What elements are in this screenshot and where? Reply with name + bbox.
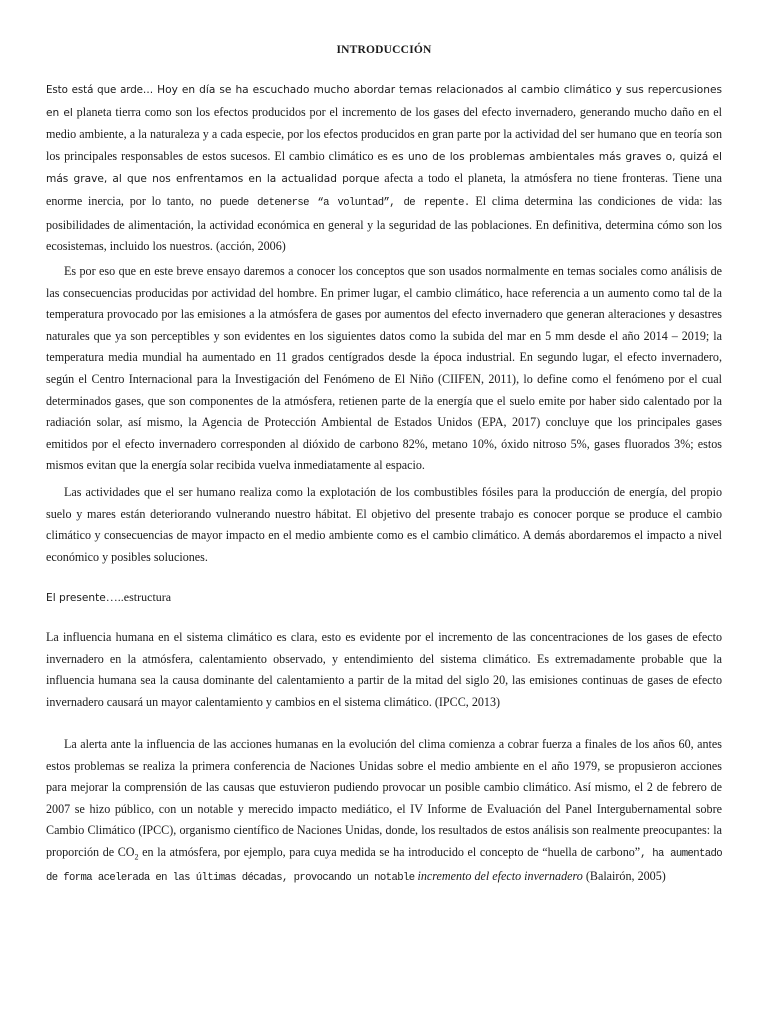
page-title: INTRODUCCIÓN <box>336 44 432 56</box>
alert-mono-text: , ha aumentado de forma acelerada en las últimas décadas, provocando un notable <box>46 847 722 884</box>
intro-text: planeta tierra como son los efectos producidos por el incremento de los gases del efecto invernadero, generando mucho daño en el medio ambiente, a la naturaleza y a cada especie, por los efectos producidos en gran parte por la actividad del ser humano que en teoría son los principales responsables de estos sucesos. El cambio climático es <box>46 104 723 163</box>
intro-sans-text: Hoy en día se ha escuchado mucho abordar temas relacionados al cambio climático y sus repercusiones en el <box>46 84 722 119</box>
paragraph-alert <box>46 734 722 889</box>
intro-text-end: El clima determina las condiciones de vida: las posibilidades de alimentación, la actividad económica en general y la seguridad de las poblaciones. En definitiva, determina cómo son los ecosistemas, incluido los nuestros. (acción, 2006) <box>46 193 722 254</box>
intro-text-cont: afecta a todo el planeta, la atmósfera no tiene fronteras. Tiene una enorme inercia, por lo tanto, <box>46 171 722 208</box>
paragraph-activities: Las actividades que el ser humano realiza como la explotación de los combustibles fósiles para la producción de energía, del propio suelo y mares están deteriorando vulnerando nuestro hábitat. El objetivo del presente trabajo es conocer porque se produce el cambio climático y consecuencias de mayor impacto en el medio ambiente como es el cambio climático. A demás abordaremos el impacto a nivel económico y posibles soluciones. <box>46 485 722 564</box>
paragraph-concepts: Es por eso que en este breve ensayo daremos a conocer los conceptos que son usados normalmente en temas sociales como análisis de las consecuencias producidas por actividad del hombre. En primer lugar, el cambio climático, hace referencia a un aumento como tal de la temperatura provocado por las emisiones a la atmósfera de gases por aumentos del efecto invernadero que generan alteraciones y desastres naturales que ya son perceptibles y son evidentes en los siguientes datos como la subida del mar en 5 mm desde el año 2014 – 2019; la temperatura media mundial ha aumentado en 11 grados centígrados desde la época industrial. En segundo lugar, el efecto invernadero, según el Centro Internacional para la Investigación del Fenómeno de El Niño (CIIFEN, 2011), lo define como el fenómeno por el cual determinados gases, que son componentes de la atmósfera, retienen parte de la energía que el suelo emite por haber sido calentado por la radiación solar, así mismo, la Agencia de Protección Ambiental de Estados Unidos (EPA, 2017) concluye que los principales gases emitidos por el efecto invernadero corresponden al dióxido de carbono 82%, metano 10%, óxido nitroso 5%, gases fluorados 3%; estos mismos evitan que la energía solar recibida vuelva inmediatamente al espacio. <box>46 264 722 473</box>
alert-text: La alerta ante la influencia de las acciones humanas en la evolución del clima comienza a cobrar fuerza a finales de los años 60, antes estos problemas se realiza la primera conferencia de Naciones Unidas sobre el medio ambiente en el año 1979, se propusieron acciones para mejorar la comprensión de las causas que estuvieron pudiendo provocar un posible cambio climático. Así mismo, el 2 de febrero de 2007 se hizo público, con un notable y merecido impacto mediático, el IV Informe de Evaluación del Panel Intergubernamental sobre Cambio Climático (IPCC), organismo científico de Naciones Unidas, donde, los resultados de estos análisis son realmente preocupantes: la proporción de CO <box>46 737 722 859</box>
heading-part-c: estructura <box>123 590 172 604</box>
intro-bold-sans-text: es uno de los problemas ambientales más graves o, quizá el más grave, al que nos enfrentamos en la actualidad porque <box>46 150 722 186</box>
intro-mono-text: no puede detenerse “a voluntad”, de repente. <box>199 196 470 209</box>
heading-part-a: El presente <box>46 592 106 604</box>
heading-dots: ….. <box>105 590 124 604</box>
lead-text: Esto está que arde… <box>46 84 154 96</box>
section-heading <box>46 587 171 610</box>
paragraph-influence: La influencia humana en el sistema climático es clara, esto es evidente por el incremento de las concentraciones de los gases de efecto invernadero en la atmósfera, calentamiento observado, y entendimiento del sistema climático. Es extremadamente probable que la influencia humana sea la causa dominante del calentamiento a partir de la mitad del siglo 20, las emisiones continuas de gases de efecto invernadero causará un mayor calentamiento y cambios en el sistema climático. (IPCC, 2013) <box>46 630 722 709</box>
alert-italic-text: incremento del efecto invernadero <box>414 868 583 883</box>
co2-subscript: 2 <box>134 852 139 862</box>
alert-citation: (Balairón, 2005) <box>582 868 666 883</box>
alert-text-cont: en la atmósfera, por ejemplo, para cuya medida se ha introducido el concepto de “huella de carbono” <box>138 844 641 859</box>
paragraph-intro <box>46 79 722 258</box>
